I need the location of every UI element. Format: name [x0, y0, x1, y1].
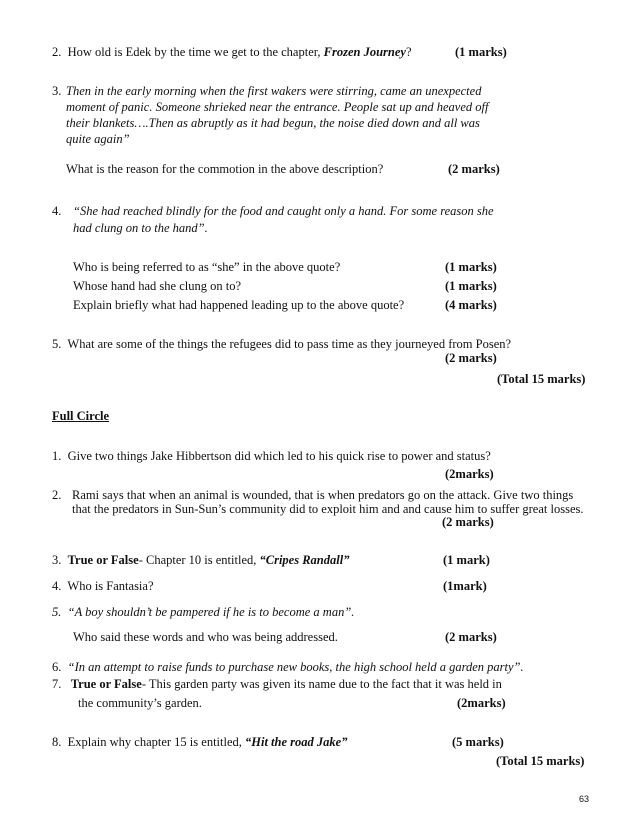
question-8: [52, 736, 347, 749]
chapter-title: Frozen Journey: [323, 45, 406, 59]
question-number: 6.: [52, 660, 62, 674]
question-text: - Chapter 10 is entitled,: [138, 553, 260, 567]
chapter-title: “Hit the road Jake”: [245, 735, 348, 749]
quote-line: “In an attempt to raise funds to purchase new books, the high school held a garden party”.: [67, 660, 524, 674]
marks-label: (5 marks): [452, 735, 504, 749]
marks-label: (4 marks): [445, 298, 497, 312]
question-number: 5.: [52, 337, 62, 351]
question-number: 5.: [52, 605, 62, 619]
quote-line: had clung on to the hand”.: [73, 221, 208, 235]
chapter-title: “Cripes Randall”: [259, 553, 350, 567]
question-number: 7.: [52, 677, 62, 691]
sub-question: Who is being referred to as “she” in the above quote?: [73, 260, 341, 274]
question-text: Give two things Jake Hibbertson did which led to his quick rise to power and status?: [67, 449, 491, 463]
marks-label: (1 marks): [445, 279, 497, 293]
marks-label: (2marks): [445, 467, 494, 481]
marks-label: (1mark): [443, 579, 487, 593]
quote-line: “A boy shouldn’t be pampered if he is to become a man”.: [67, 605, 355, 619]
question-text: Who is Fantasia?: [67, 579, 154, 593]
question-3-number: 3.: [52, 84, 62, 98]
true-false-label: True or False: [70, 677, 142, 691]
marks-label: (2 marks): [448, 162, 500, 176]
question-text: What are some of the things the refugees did to pass time as they journeyed from Posen?: [67, 337, 512, 351]
question-mark: ?: [405, 45, 412, 59]
question-6: [52, 661, 524, 674]
question-text: - This garden party was given its name due to the fact that it was held in: [141, 677, 502, 691]
page-number: 63: [579, 794, 590, 804]
question-text: Who said these words and who was being addressed.: [73, 630, 338, 644]
true-false-label: True or False: [67, 553, 139, 567]
question-text: Explain why chapter 15 is entitled,: [67, 735, 246, 749]
question-text: the community’s garden.: [78, 696, 202, 710]
quote-line: “She had reached blindly for the food and caught only a hand. For some reason she: [73, 204, 494, 218]
question-4: [52, 580, 154, 593]
marks-label: (1 marks): [445, 260, 497, 274]
question-3: [52, 554, 349, 567]
quote-line: moment of panic. Someone shrieked near the entrance. People sat up and heaved off: [66, 100, 489, 114]
question-text: Rami says that when an animal is wounded, that is when predators go on the attack. Give two things: [72, 488, 574, 502]
marks-label: (1 marks): [455, 45, 507, 59]
quote-line: Then in the early morning when the first wakers were stirring, came an unexpected: [66, 84, 482, 98]
quote-line: their blankets….Then as abruptly as it had begun, the noise died down and all was: [66, 116, 480, 130]
question-number: 8.: [52, 735, 62, 749]
question-4-number: 4.: [52, 204, 62, 218]
section-total: (Total 15 marks): [496, 754, 585, 768]
sub-question: Explain briefly what had happened leading up to the above quote?: [73, 298, 405, 312]
question-5: [52, 338, 511, 351]
question-2: [52, 46, 412, 59]
question-text: What is the reason for the commotion in the above description?: [66, 162, 384, 176]
section-total: (Total 15 marks): [497, 372, 586, 386]
marks-label: (1 mark): [443, 553, 490, 567]
question-number: 3.: [52, 553, 62, 567]
marks-label: (2 marks): [442, 515, 494, 529]
question-5: [52, 606, 354, 619]
question-number: 1.: [52, 449, 62, 463]
sub-question: Whose hand had she clung on to?: [73, 279, 242, 293]
question-2-number: 2.: [52, 488, 62, 502]
marks-label: (2marks): [457, 696, 506, 710]
question-7: [52, 678, 502, 691]
quote-line: quite again”: [66, 132, 130, 146]
question-number: 2.: [52, 45, 62, 59]
marks-label: (2 marks): [445, 630, 497, 644]
question-text: that the predators in Sun-Sun’s community did to exploit him and and cause him to suffer great losses.: [72, 502, 584, 516]
question-number: 4.: [52, 579, 62, 593]
section-heading: Full Circle: [52, 409, 110, 423]
question-1: [52, 450, 491, 463]
question-text: How old is Edek by the time we get to the chapter,: [67, 45, 324, 59]
marks-label: (2 marks): [445, 351, 497, 365]
